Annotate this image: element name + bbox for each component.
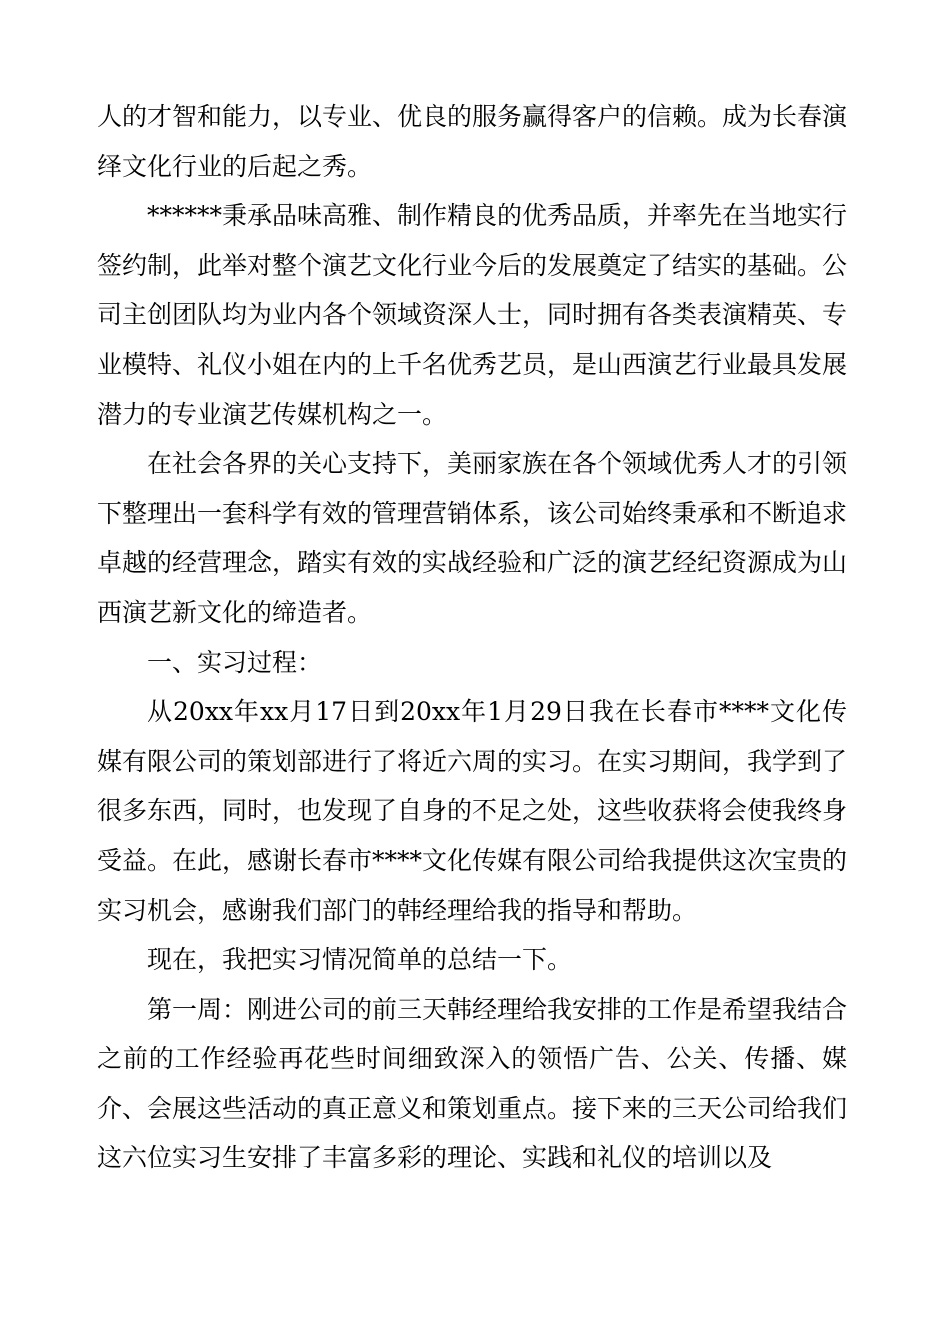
document-body [97,92,847,1183]
paragraph-week-one: 第一周：刚进公司的前三天韩经理给我安排的工作是希望我结合之前的工作经验再花些时间细致深入的领悟广告、公关、传播、媒介、会展这些活动的真正意义和策划重点。接下来的三天公司给我们这六位实习生安排了丰富多彩的理论、实践和礼仪的培训以及 [97,994,848,1173]
paragraph-management-system: 在社会各界的关心支持下，美丽家族在各个领域优秀人才的引领下整理出一套科学有效的管理营销体系，该公司始终秉承和不断追求卓越的经营理念，踏实有效的实战经验和广泛的演艺经纪资源成为山西演艺新文化的缔造者。 [97,449,848,627]
paragraph-company-profile: ******秉承品味高雅、制作精良的优秀品质，并率先在当地实行签约制，此举对整个演艺文化行业今后的发展奠定了结实的基础。公司主创团队均为业内各个领域资深人士，同时拥有各类表演精英、专业模特、礼仪小姐在内的上千名优秀艺员，是山西演艺行业最具发展潜力的专业演艺传媒机构之一。 [97,201,848,429]
paragraph-intro-continuation: 人的才智和能力，以专业、优良的服务赢得客户的信赖。成为长春演绎文化行业的后起之秀。 [97,102,848,181]
paragraph-internship-period: 从20xx年xx月17日到20xx年1月29日我在长春市****文化传媒有限公司的策划部进行了将近六周的实习。在实习期间，我学到了很多东西，同时，也发现了自身的不足之处，这些收获将会使我终身受益。在此，感谢长春市****文化传媒有限公司给我提供这次宝贵的实习机会，感谢我们部门的韩经理给我的指导和帮助。 [97,697,848,925]
paragraph-summary-intro: 现在，我把实习情况简单的总结一下。 [147,945,573,975]
section-heading-internship-process: 一、实习过程： [147,647,323,677]
